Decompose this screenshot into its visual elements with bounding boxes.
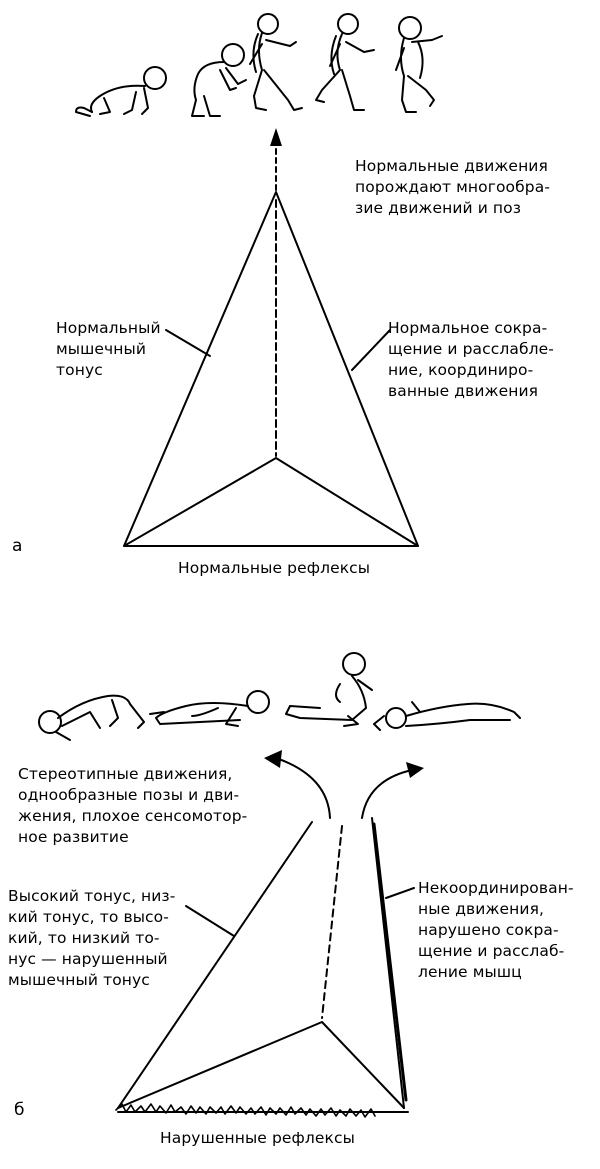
crawling-baby-figure <box>76 67 166 116</box>
panel-b-figures <box>39 653 520 740</box>
panel-b-right-leader <box>386 888 414 898</box>
panel-a-right-label: Нормальное сокра- щение и расслабле- ние, координиро- ванные движения <box>388 319 554 400</box>
panel-b-letter: б <box>14 1100 25 1120</box>
walking-baby-figure <box>250 14 302 110</box>
panel-a-arrow <box>270 128 282 190</box>
panel-b-irregular-base <box>116 1104 375 1117</box>
panel-a-left-leader <box>166 330 210 356</box>
prone-baby-figure <box>39 696 144 740</box>
prone-extended-baby-figure <box>374 702 520 730</box>
panel-b-right-label: Некоординирован- ные движения, нарушено сокра- щение и расслаб- ление мышц <box>418 879 574 981</box>
panel-b-top-label: Стереотипные движения, однообразные позы и дви- жения, плохое сенсомотор- ное развитие <box>18 765 248 846</box>
side-lying-baby-figure <box>150 691 269 726</box>
panel-a-left-label: Нормальный мышечный тонус <box>56 319 161 379</box>
walking-baby-figure <box>316 14 374 110</box>
panel-a-top-label: Нормальные движения порождают многообра- зие движений и поз <box>355 157 551 217</box>
panel-a-letter: а <box>12 536 23 556</box>
walking-baby-figure <box>396 17 442 112</box>
panel-b-base-label: Нарушенные рефлексы <box>160 1129 355 1147</box>
panel-a-pyramid <box>124 192 418 546</box>
panel-b-arrows <box>264 750 424 818</box>
supported-standing-baby-figure <box>192 44 246 116</box>
panel-b-left-label: Высокий тонус, низ- кий тонус, то высо- кий, то низкий то- нус — нарушенный мышечный тонус <box>8 887 176 989</box>
panel-b-left-leader <box>186 906 234 936</box>
sitting-baby-figure <box>286 653 372 726</box>
panel-a-right-leader <box>352 330 390 370</box>
panel-a-figures <box>76 14 442 116</box>
panel-a-base-label: Нормальные рефлексы <box>178 559 371 577</box>
